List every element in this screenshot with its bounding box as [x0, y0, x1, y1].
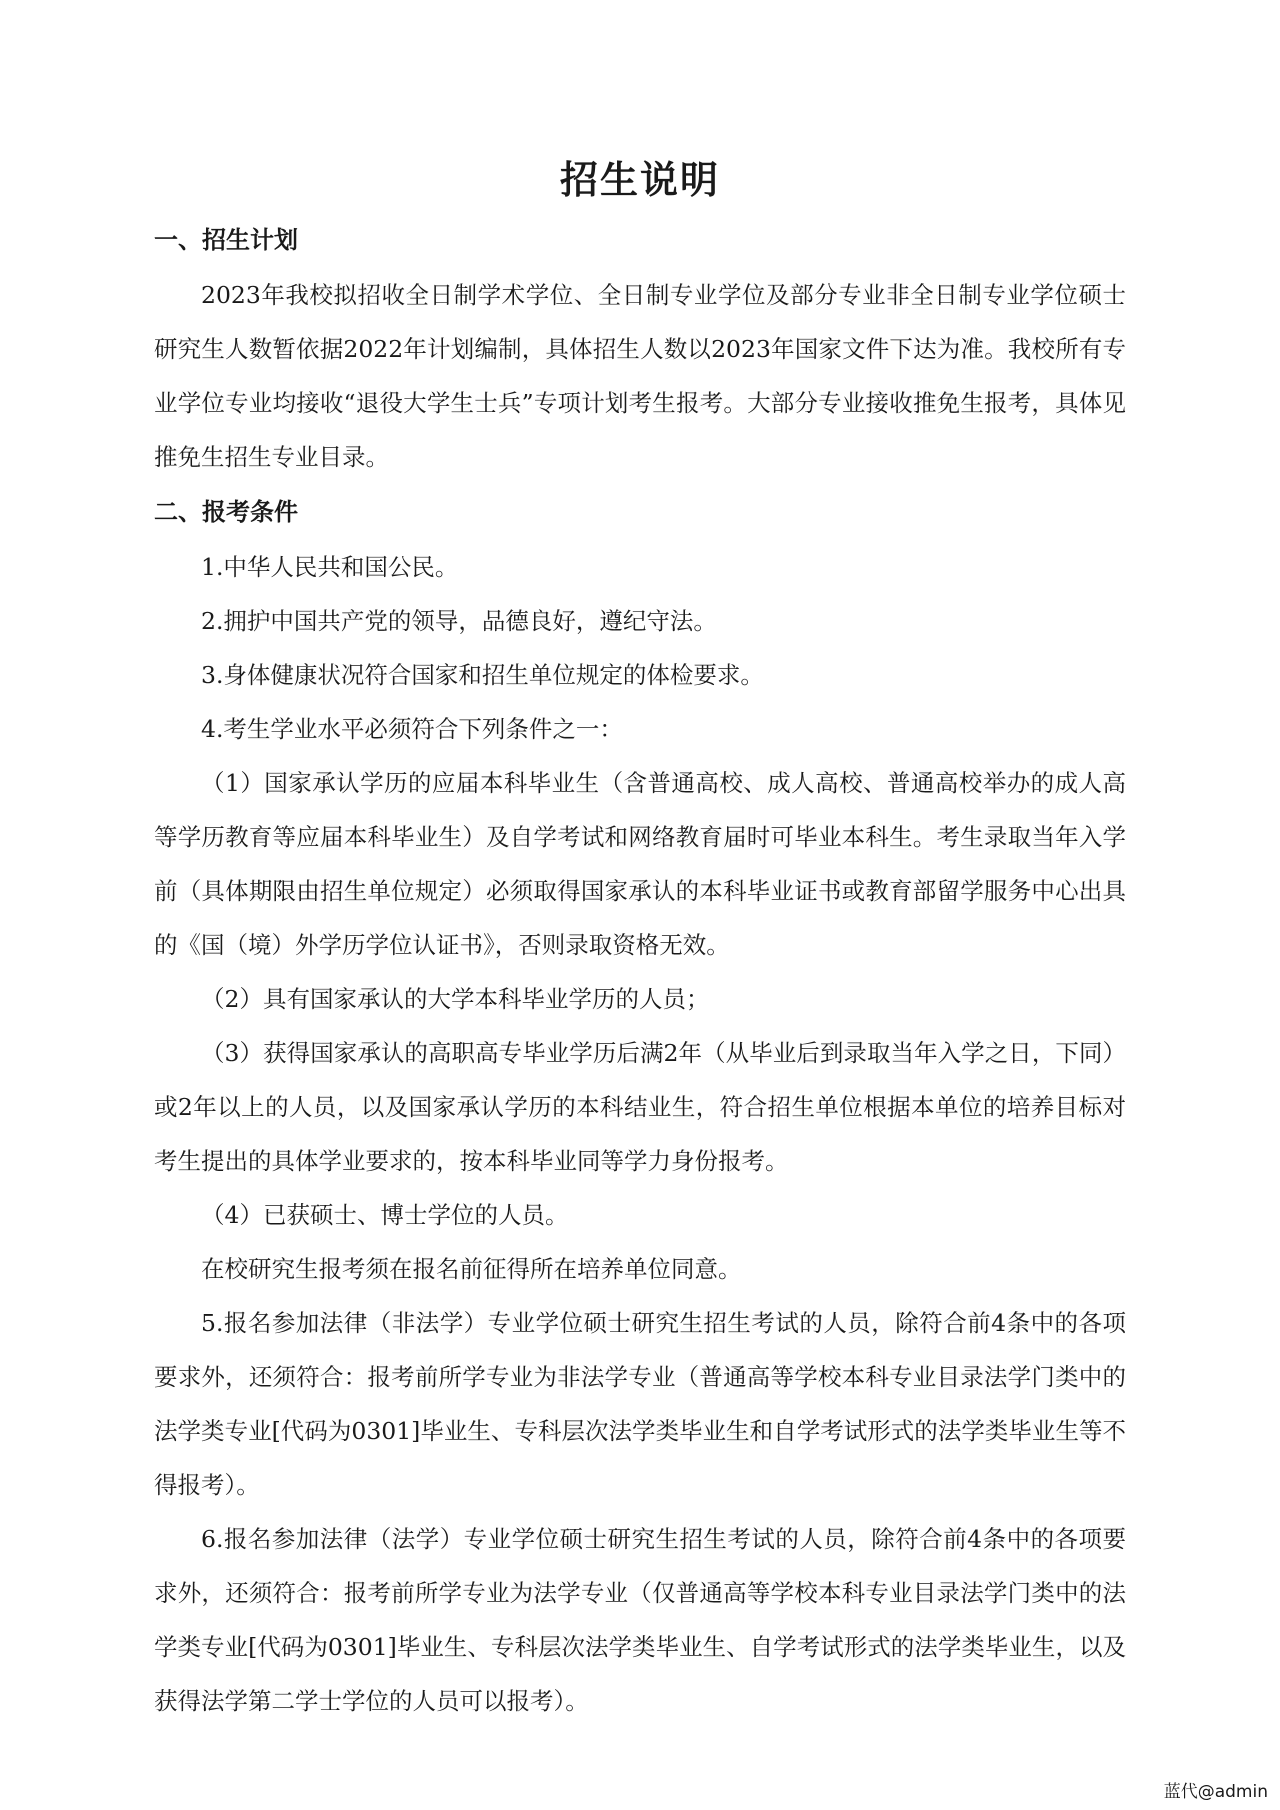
- paragraph: 6.报名参加法律（法学）专业学位硕士研究生招生考试的人员，除符合前4条中的各项要求外，还须符合：报考前所学专业为法学专业（仅普通高等学校本科专业目录法学门类中的法学类专业[代码为0301]毕业生、专科层次法学类毕业生、自学考试形式的法学类毕业生，以及获得法学第二学士学位的人员可以报考）。: [154, 1525, 1126, 1715]
- section-heading-eligibility: 二、报考条件: [154, 497, 298, 526]
- paragraph: 1.中华人民共和国公民。: [201, 553, 459, 581]
- paragraph: 在校研究生报考须在报名前征得所在培养单位同意。: [201, 1255, 742, 1283]
- paragraph: （3）获得国家承认的高职高专毕业学历后满2年（从毕业后到录取当年入学之日，下同）或2年以上的人员，以及国家承认学历的本科结业生，符合招生单位根据本单位的培养目标对考生提出的具体学业要求的，按本科毕业同等学力身份报考。: [154, 1039, 1126, 1175]
- section-heading-enrollment-plan: 一、招生计划: [154, 225, 298, 254]
- paragraph: 2.拥护中国共产党的领导，品德良好，遵纪守法。: [201, 607, 717, 635]
- document-body: [154, 212, 1126, 1728]
- watermark-label: 蓝代@admin: [1163, 1782, 1268, 1802]
- paragraph: 4.考生学业水平必须符合下列条件之一：: [201, 715, 623, 743]
- paragraph: （2）具有国家承认的大学本科毕业学历的人员；: [201, 985, 710, 1013]
- document-title: 招生说明: [559, 157, 720, 202]
- paragraph: （4）已获硕士、博士学位的人员。: [201, 1201, 569, 1229]
- paragraph: 2023年我校拟招收全日制学术学位、全日制专业学位及部分专业非全日制专业学位硕士研究生人数暂依据2022年计划编制，具体招生人数以2023年国家文件下达为准。我校所有专业学位专业均接收“退役大学生士兵”专项计划考生报考。大部分专业接收推免生报考，具体见推免生招生专业目录。: [154, 281, 1126, 471]
- paragraph: 3.身体健康状况符合国家和招生单位规定的体检要求。: [201, 661, 764, 689]
- paragraph: 5.报名参加法律（非法学）专业学位硕士研究生招生考试的人员，除符合前4条中的各项要求外，还须符合：报考前所学专业为非法学专业（普通高等学校本科专业目录法学门类中的法学类专业[代码为0301]毕业生、专科层次法学类毕业生和自学考试形式的法学类毕业生等不得报考）。: [154, 1309, 1126, 1499]
- paragraph: （1）国家承认学历的应届本科毕业生（含普通高校、成人高校、普通高校举办的成人高等学历教育等应届本科毕业生）及自学考试和网络教育届时可毕业本科生。考生录取当年入学前（具体期限由招生单位规定）必须取得国家承认的本科毕业证书或教育部留学服务中心出具的《国（境）外学历学位认证书》，否则录取资格无效。: [154, 769, 1126, 959]
